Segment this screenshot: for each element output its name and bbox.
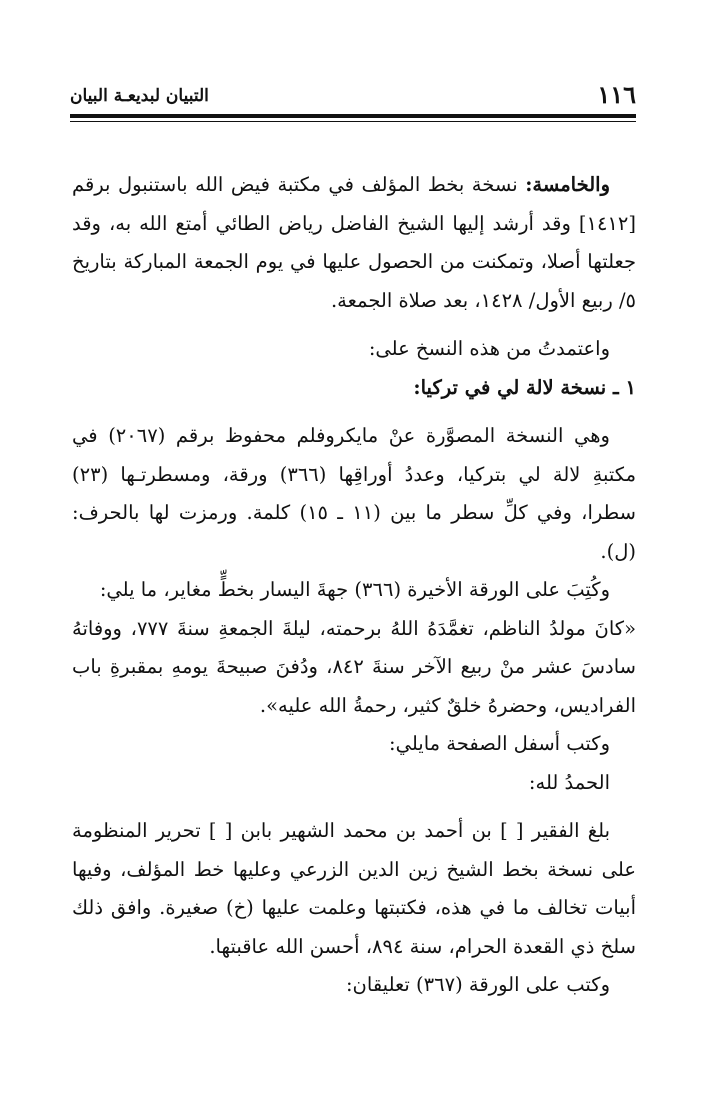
running-title: التبيان لبديعـة البيان — [70, 86, 209, 106]
paragraph-two-comments: وكتب على الورقة (٣٦٧) تعليقان: — [345, 973, 610, 996]
paragraph-bottom-note: وكتب أسفل الصفحة مايلي: — [389, 732, 610, 755]
paragraph-description: وهي النسخة المصوَّرة عنْ مايكروفلم محفوظ برقم (٢٠٦٧) في مكتبةِ لالة لي بتركيا، وعددُ أوراقِها (٣٦٦) ورقة، ومسطرتـها (٢٣) سطرا، وفي كلِّ سطر ما بين (١١ ـ ١٥) كلمة. ورمزت لها بالحرف: (ل). — [72, 424, 637, 563]
spacer — [72, 407, 636, 417]
spacer — [72, 802, 636, 812]
paragraph-lead-word: والخامسة: — [525, 173, 610, 196]
paragraph-text: نسخة بخط المؤلف في مكتبة فيض الله باستنبول برقم [١٤١٢] وقد أرشد إليها الشيخ الفاضل رياض الطائي أمتع الله به، وقد جعلتها أصلا، وتمكنت من الحصول عليها في يوم الجمعة المباركة بتاريخ ٥/ ربيع الأول/ ١٤٢٨، بعد صلاة الجمعة. — [72, 173, 636, 312]
paragraph-fifth-copy — [72, 166, 636, 320]
paragraph-last-leaf: وكُتِبَ على الورقة الأخيرة (٣٦٦) جهةَ اليسار بخطٍّ مغاير، ما يلي: — [99, 578, 610, 601]
spacer — [72, 320, 636, 330]
page-header — [70, 82, 636, 108]
header-rule-thick — [70, 114, 636, 118]
body-text — [72, 166, 636, 1005]
header-rule-thin — [70, 121, 636, 122]
paragraph-praise: الحمدُ لله: — [528, 770, 610, 794]
page-number: ١١٦ — [597, 80, 636, 109]
paragraph-relied-on: واعتمدتُ من هذه النسخ على: — [368, 337, 610, 360]
section-heading: ١ ـ نسخة لالة لي في تركيا: — [413, 375, 636, 399]
paragraph-colophon: بلغ الفقير [ ] بن أحمد بن محمد الشهير بابن [ ] تحرير المنظومة على نسخة بخط الشيخ زين الدين الزرعي وعليها خط المؤلف، وفيها أبيات تخالف ما في هذه، فكتبتها وعلمت عليها (خ) صغيرة. وافق ذلك سلخ ذي القعدة الحرام، سنة ٨٩٤، أحسن الله عاقبتها. — [72, 819, 636, 958]
paragraph-quote: «كانَ مولدُ الناظم، تغمَّدَهُ اللهُ برحمته، ليلةَ الجمعةِ سنةَ ٧٧٧، ووفاتهُ سادسَ عشر منْ ربيع الآخر سنةَ ٨٤٢، ودُفنَ صبيحةَ يومهِ بمقبرةِ باب الفراديس، وحضرهُ خلقٌ كثير، رحمةُ الله عليه». — [72, 616, 636, 717]
